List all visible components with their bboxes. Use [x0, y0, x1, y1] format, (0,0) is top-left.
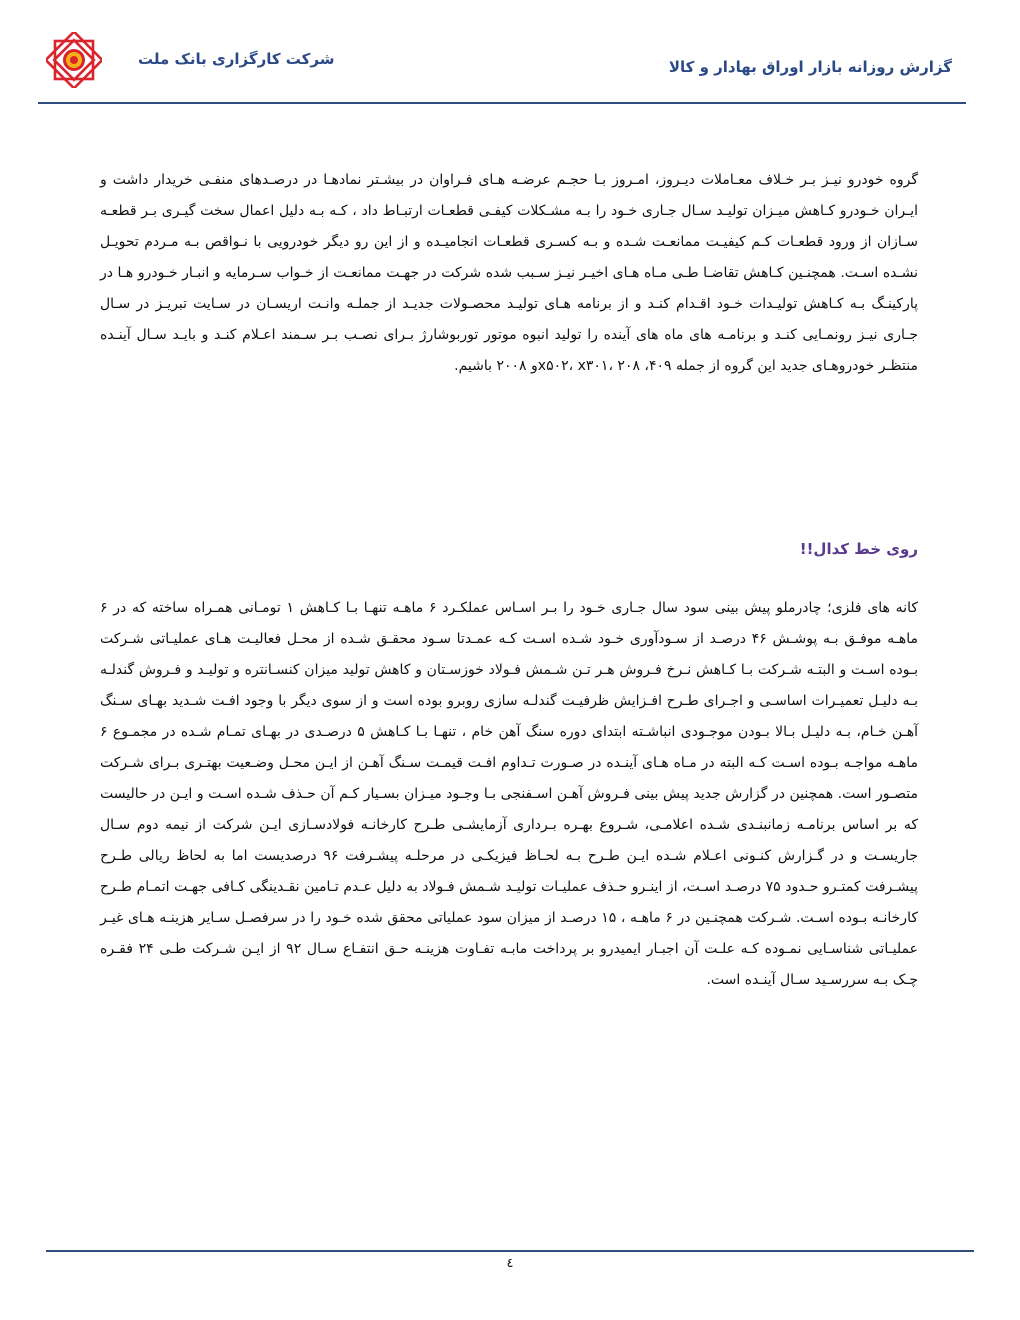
bank-mellat-logo-icon — [46, 32, 102, 88]
company-name: شرکت کارگزاری بانک ملت — [138, 50, 335, 68]
header-divider — [38, 102, 966, 104]
paragraph-automotive: گروه خودرو نیـز بـر خـلاف معـاملات دیـروز، امـروز بـا حجـم عرضـه هـای فـراوان در بیشـتر نمادهـا در درصـدهای منفـی خریدار داشت و ایـران خـودرو کـاهش میـزان تولیـد سـال جـاری خـود را بـه مشـکلات کیفـی قطعـات ارتبـاط داد ، کـه بـه دلیل اعمال سخت گیـری بـر قطعـه سـازان از ورود قطعـات کـم کیفیـت ممانعـت شـده و بـه کسـری قطعـات انجامیـده و از این رو دیگر خودرویی با نـواقص بـه مـردم تحویـل نشـده اسـت. همچنـین کـاهش تقاضـا طـی مـاه هـای اخیـر نیـز سـبب شده شرکت در جهـت ممانعـت از خـواب سـرمایه و انبـار خـودرو هـا در پارکینـگ بـه کـاهش تولیـدات خـود اقـدام کنـد و از برنامه هـای تولیـد محصـولات جدیـد از جملـه وانـت اریسـان در سـایت تبریـز در سـال جـاری نیـز رونمـایی کنـد و برنامـه های ماه های آینده را تولید انبوه موتور توربوشارژ بـرای نصـب بـر سـمند اعـلام کنـد و بایـد سـال آینـده منتظـر خودروهـای جدید این گروه از جمله ۴۰۹، x۵۰۲، x۳۰۱، ۲۰۸و ۲۰۰۸ باشیم. — [100, 172, 918, 374]
page-header — [38, 30, 966, 104]
paragraph-metals: کانه های فلزی؛ چادرملو پیش بینی سود سال جـاری خـود را بـر اسـاس عملکـرد ۶ ماهـه تنهـا بـا کـاهش ۱ تومـانی همـراه ساخته که در ۶ ماهـه موفـق بـه پوشـش ۴۶ درصـد از سـودآوری خـود شـده اسـت کـه عمـدتا سـود محقـق شـده از محـل فعالیـت هـای عملیـاتی شـرکت بـوده اسـت و البتـه شـرکت بـا کـاهش نـرخ فـروش هـر تـن شـمش فـولاد خوزسـتان و کاهش تولید میزان کنسـانتره و تولیـد و فـروش گندلـه بـه دلیـل تعمیـرات اساسـی و اجـرای طـرح افـزایش ظرفیـت گندلـه سازی روبرو بوده است و از سوی دیگر با وجود افـت شـدید بهـای سـنگ آهـن خـام، بـه دلیـل بـالا بـودن موجـودی انباشـته ابتدای دوره سنگ آهن خام ، تنهـا بـا کـاهش ۵ درصـدی در بهـای تمـام شـده در مجمـوع ۶ ماهـه مواجـه بـوده اسـت کـه البته در مـاه هـای آینـده در صـورت تـداوم افـت قیمـت سـنگ آهـن از ایـن محـل وضـعیت بهتـری بـرای شـرکت متصـور است. همچنین در گزارش جدید پیش بینی فـروش آهـن اسـفنجی بـا وجـود میـزان بسـیار کـم آن حـذف شـده اسـت و ایـن در حالیست که بر اساس برنامـه زمانبنـدی شـده اعلامـی، شـروع بهـره بـرداری آزمایشـی طـرح کارخانـه فولادسـازی ایـن شرکت از نیمه دوم سـال جاریسـت و در گـزارش کنـونی اعـلام شـده ایـن طـرح بـه لحـاظ فیزیکـی در مرحلـه پیشـرفت ۹۶ درصدیست اما به لحاظ ریالی طـرح پیشـرفت کمتـرو حـدود ۷۵ درصـد اسـت، از اینـرو حـذف عملیـات تولیـد شـمش فـولاد به دلیل عـدم تـامین نقـدینگی کـافی جهـت اتمـام طـرح کارخانـه بـوده اسـت. شـرکت همچنـین در ۶ ماهـه ، ۱۵ درصـد از میزان سود عملیاتی محقق شده خـود را در سرفصـل سـایر هزینـه هـای غیـر عملیـاتی شناسـایی نمـوده کـه علـت آن اجبـار ایمیدرو بر پرداخت مابـه تفـاوت هزینـه حـق انتفـاع سـال ۹۲ از ایـن شـرکت طـی ۲۴ فقـره چـک بـه سررسـید سـال آینـده است. — [100, 600, 919, 988]
footer-divider — [46, 1250, 974, 1252]
report-title: گزارش روزانه بازار اوراق بهادار و کالا — [668, 58, 952, 76]
section-title: روی خط کدال!! — [799, 540, 918, 558]
page-number: ٤ — [506, 1256, 514, 1271]
